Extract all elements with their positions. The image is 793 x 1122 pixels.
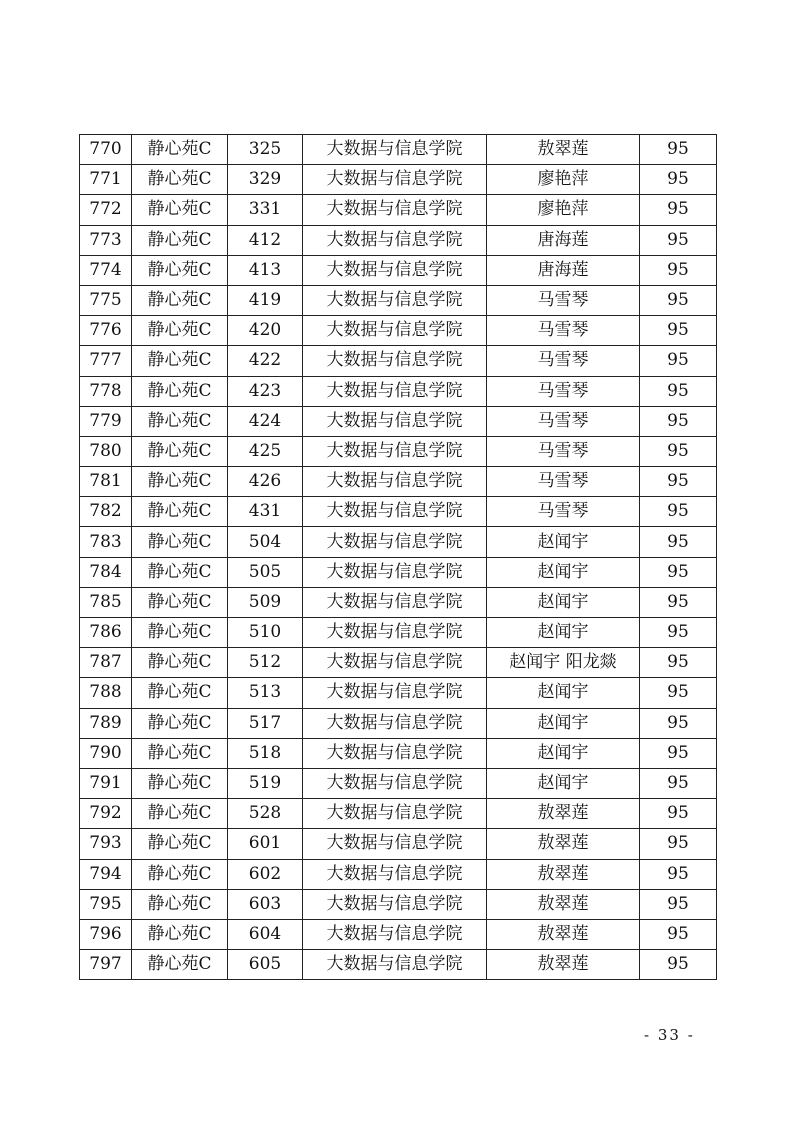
serial-number-cell: 782 [80, 497, 132, 527]
table-row [80, 225, 717, 255]
room-number-cell: 331 [228, 195, 303, 225]
counselor-cell: 敖翠莲 [487, 799, 640, 829]
college-cell: 大数据与信息学院 [303, 738, 487, 768]
college-cell: 大数据与信息学院 [303, 316, 487, 346]
counselor-cell: 马雪琴 [487, 285, 640, 315]
score-cell: 95 [640, 135, 717, 165]
serial-number-cell: 778 [80, 376, 132, 406]
serial-number-cell: 795 [80, 889, 132, 919]
college-cell: 大数据与信息学院 [303, 889, 487, 919]
building-cell: 静心苑C [132, 950, 228, 980]
college-cell: 大数据与信息学院 [303, 557, 487, 587]
building-cell: 静心苑C [132, 406, 228, 436]
counselor-cell: 敖翠莲 [487, 859, 640, 889]
serial-number-cell: 781 [80, 467, 132, 497]
score-cell: 95 [640, 165, 717, 195]
counselor-cell: 赵闻宇 [487, 587, 640, 617]
counselor-cell: 赵闻宇 [487, 738, 640, 768]
counselor-cell: 马雪琴 [487, 436, 640, 466]
college-cell: 大数据与信息学院 [303, 799, 487, 829]
table-row [80, 859, 717, 889]
score-cell: 95 [640, 768, 717, 798]
serial-number-cell: 777 [80, 346, 132, 376]
score-cell: 95 [640, 950, 717, 980]
counselor-cell: 敖翠莲 [487, 950, 640, 980]
room-number-cell: 425 [228, 436, 303, 466]
table-row [80, 829, 717, 859]
building-cell: 静心苑C [132, 497, 228, 527]
table-row [80, 618, 717, 648]
serial-number-cell: 792 [80, 799, 132, 829]
counselor-cell: 唐海莲 [487, 255, 640, 285]
college-cell: 大数据与信息学院 [303, 285, 487, 315]
serial-number-cell: 773 [80, 225, 132, 255]
score-cell: 95 [640, 225, 717, 255]
building-cell: 静心苑C [132, 285, 228, 315]
college-cell: 大数据与信息学院 [303, 950, 487, 980]
table-row [80, 135, 717, 165]
room-number-cell: 512 [228, 648, 303, 678]
room-number-cell: 513 [228, 678, 303, 708]
serial-number-cell: 797 [80, 950, 132, 980]
table-row [80, 406, 717, 436]
building-cell: 静心苑C [132, 738, 228, 768]
score-cell: 95 [640, 587, 717, 617]
room-number-cell: 604 [228, 919, 303, 949]
score-cell: 95 [640, 436, 717, 466]
page-number: - 33 - [644, 1026, 695, 1044]
building-cell: 静心苑C [132, 436, 228, 466]
counselor-cell: 马雪琴 [487, 467, 640, 497]
college-cell: 大数据与信息学院 [303, 527, 487, 557]
room-number-cell: 424 [228, 406, 303, 436]
building-cell: 静心苑C [132, 135, 228, 165]
table-row [80, 708, 717, 738]
building-cell: 静心苑C [132, 346, 228, 376]
room-number-cell: 423 [228, 376, 303, 406]
counselor-cell: 马雪琴 [487, 406, 640, 436]
room-number-cell: 518 [228, 738, 303, 768]
building-cell: 静心苑C [132, 799, 228, 829]
building-cell: 静心苑C [132, 467, 228, 497]
building-cell: 静心苑C [132, 648, 228, 678]
college-cell: 大数据与信息学院 [303, 225, 487, 255]
college-cell: 大数据与信息学院 [303, 708, 487, 738]
table-row [80, 799, 717, 829]
college-cell: 大数据与信息学院 [303, 346, 487, 376]
table-row [80, 738, 717, 768]
building-cell: 静心苑C [132, 316, 228, 346]
table-row [80, 316, 717, 346]
counselor-cell: 敖翠莲 [487, 889, 640, 919]
table-row [80, 255, 717, 285]
college-cell: 大数据与信息学院 [303, 648, 487, 678]
table-row [80, 467, 717, 497]
score-cell: 95 [640, 799, 717, 829]
room-number-cell: 420 [228, 316, 303, 346]
college-cell: 大数据与信息学院 [303, 497, 487, 527]
score-cell: 95 [640, 376, 717, 406]
counselor-cell: 赵闻宇 [487, 678, 640, 708]
table-row [80, 648, 717, 678]
counselor-cell: 马雪琴 [487, 497, 640, 527]
score-cell: 95 [640, 285, 717, 315]
table-row [80, 950, 717, 980]
room-number-cell: 601 [228, 829, 303, 859]
building-cell: 静心苑C [132, 708, 228, 738]
table-row [80, 889, 717, 919]
building-cell: 静心苑C [132, 678, 228, 708]
table-row [80, 195, 717, 225]
building-cell: 静心苑C [132, 859, 228, 889]
score-cell: 95 [640, 346, 717, 376]
score-cell: 95 [640, 738, 717, 768]
room-number-cell: 431 [228, 497, 303, 527]
table-row [80, 557, 717, 587]
score-cell: 95 [640, 255, 717, 285]
score-cell: 95 [640, 708, 717, 738]
room-number-cell: 329 [228, 165, 303, 195]
serial-number-cell: 779 [80, 406, 132, 436]
room-number-cell: 603 [228, 889, 303, 919]
counselor-cell: 赵闻宇 阳龙燚 [487, 648, 640, 678]
table-row [80, 165, 717, 195]
table-row [80, 436, 717, 466]
table-row [80, 587, 717, 617]
college-cell: 大数据与信息学院 [303, 195, 487, 225]
counselor-cell: 敖翠莲 [487, 135, 640, 165]
score-cell: 95 [640, 648, 717, 678]
serial-number-cell: 772 [80, 195, 132, 225]
counselor-cell: 敖翠莲 [487, 829, 640, 859]
serial-number-cell: 771 [80, 165, 132, 195]
counselor-cell: 赵闻宇 [487, 768, 640, 798]
serial-number-cell: 770 [80, 135, 132, 165]
table-row [80, 919, 717, 949]
serial-number-cell: 784 [80, 557, 132, 587]
counselor-cell: 赵闻宇 [487, 527, 640, 557]
counselor-cell: 唐海莲 [487, 225, 640, 255]
serial-number-cell: 794 [80, 859, 132, 889]
serial-number-cell: 791 [80, 768, 132, 798]
counselor-cell: 廖艳萍 [487, 165, 640, 195]
room-number-cell: 422 [228, 346, 303, 376]
college-cell: 大数据与信息学院 [303, 618, 487, 648]
score-cell: 95 [640, 618, 717, 648]
building-cell: 静心苑C [132, 195, 228, 225]
score-cell: 95 [640, 557, 717, 587]
room-number-cell: 426 [228, 467, 303, 497]
building-cell: 静心苑C [132, 587, 228, 617]
college-cell: 大数据与信息学院 [303, 406, 487, 436]
room-number-cell: 413 [228, 255, 303, 285]
building-cell: 静心苑C [132, 618, 228, 648]
college-cell: 大数据与信息学院 [303, 768, 487, 798]
room-number-cell: 412 [228, 225, 303, 255]
room-number-cell: 605 [228, 950, 303, 980]
score-cell: 95 [640, 678, 717, 708]
serial-number-cell: 787 [80, 648, 132, 678]
score-cell: 95 [640, 859, 717, 889]
college-cell: 大数据与信息学院 [303, 255, 487, 285]
dormitory-score-table [79, 134, 717, 980]
room-number-cell: 325 [228, 135, 303, 165]
score-cell: 95 [640, 889, 717, 919]
serial-number-cell: 776 [80, 316, 132, 346]
table-row [80, 678, 717, 708]
score-cell: 95 [640, 406, 717, 436]
serial-number-cell: 796 [80, 919, 132, 949]
score-cell: 95 [640, 497, 717, 527]
building-cell: 静心苑C [132, 376, 228, 406]
college-cell: 大数据与信息学院 [303, 829, 487, 859]
room-number-cell: 509 [228, 587, 303, 617]
counselor-cell: 马雪琴 [487, 346, 640, 376]
building-cell: 静心苑C [132, 919, 228, 949]
building-cell: 静心苑C [132, 557, 228, 587]
building-cell: 静心苑C [132, 225, 228, 255]
score-cell: 95 [640, 829, 717, 859]
building-cell: 静心苑C [132, 768, 228, 798]
table-row [80, 768, 717, 798]
room-number-cell: 519 [228, 768, 303, 798]
counselor-cell: 敖翠莲 [487, 919, 640, 949]
score-cell: 95 [640, 195, 717, 225]
score-cell: 95 [640, 527, 717, 557]
college-cell: 大数据与信息学院 [303, 135, 487, 165]
college-cell: 大数据与信息学院 [303, 436, 487, 466]
table-row [80, 285, 717, 315]
building-cell: 静心苑C [132, 255, 228, 285]
room-number-cell: 602 [228, 859, 303, 889]
room-number-cell: 528 [228, 799, 303, 829]
building-cell: 静心苑C [132, 829, 228, 859]
table-body [80, 135, 717, 980]
table-row [80, 376, 717, 406]
serial-number-cell: 775 [80, 285, 132, 315]
table-row [80, 346, 717, 376]
college-cell: 大数据与信息学院 [303, 467, 487, 497]
counselor-cell: 马雪琴 [487, 316, 640, 346]
room-number-cell: 504 [228, 527, 303, 557]
counselor-cell: 赵闻宇 [487, 557, 640, 587]
room-number-cell: 510 [228, 618, 303, 648]
building-cell: 静心苑C [132, 889, 228, 919]
score-cell: 95 [640, 316, 717, 346]
college-cell: 大数据与信息学院 [303, 859, 487, 889]
table-row [80, 497, 717, 527]
serial-number-cell: 793 [80, 829, 132, 859]
room-number-cell: 505 [228, 557, 303, 587]
college-cell: 大数据与信息学院 [303, 165, 487, 195]
counselor-cell: 赵闻宇 [487, 618, 640, 648]
college-cell: 大数据与信息学院 [303, 919, 487, 949]
serial-number-cell: 789 [80, 708, 132, 738]
serial-number-cell: 783 [80, 527, 132, 557]
room-number-cell: 517 [228, 708, 303, 738]
serial-number-cell: 786 [80, 618, 132, 648]
table-row [80, 527, 717, 557]
serial-number-cell: 774 [80, 255, 132, 285]
serial-number-cell: 788 [80, 678, 132, 708]
score-cell: 95 [640, 467, 717, 497]
college-cell: 大数据与信息学院 [303, 376, 487, 406]
college-cell: 大数据与信息学院 [303, 678, 487, 708]
college-cell: 大数据与信息学院 [303, 587, 487, 617]
counselor-cell: 廖艳萍 [487, 195, 640, 225]
building-cell: 静心苑C [132, 527, 228, 557]
room-number-cell: 419 [228, 285, 303, 315]
serial-number-cell: 785 [80, 587, 132, 617]
serial-number-cell: 790 [80, 738, 132, 768]
counselor-cell: 马雪琴 [487, 376, 640, 406]
serial-number-cell: 780 [80, 436, 132, 466]
counselor-cell: 赵闻宇 [487, 708, 640, 738]
score-cell: 95 [640, 919, 717, 949]
building-cell: 静心苑C [132, 165, 228, 195]
